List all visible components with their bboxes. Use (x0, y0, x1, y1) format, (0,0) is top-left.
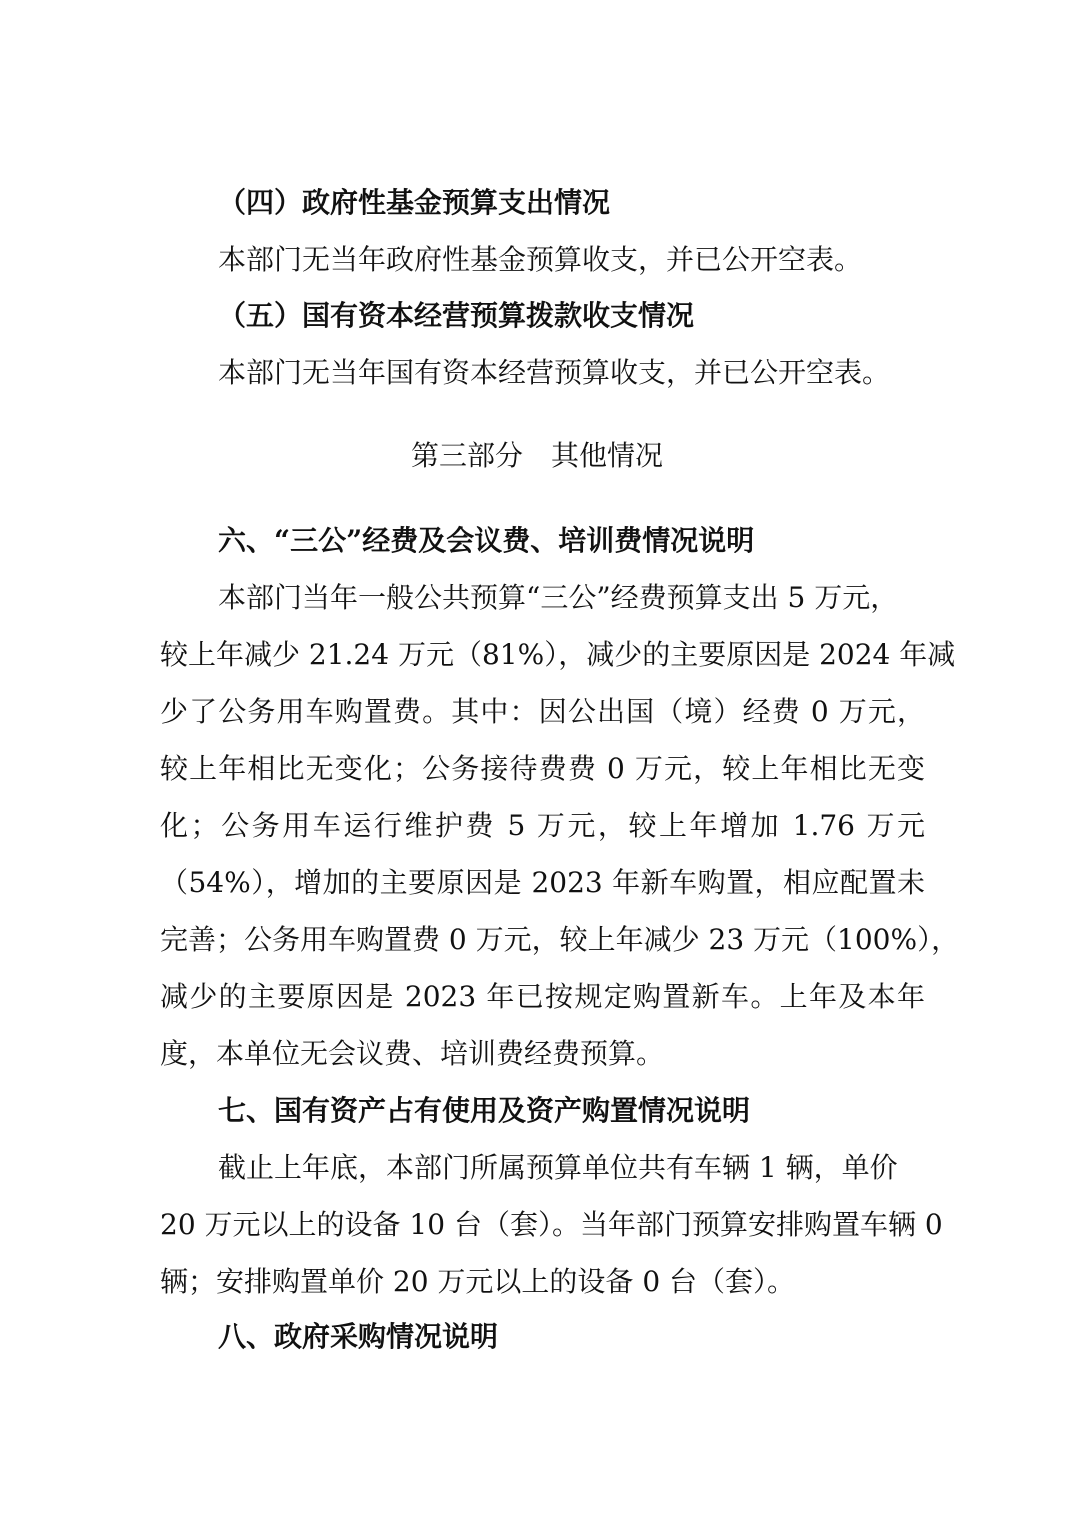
part-title: 第三部分 其他情况 (410, 439, 663, 472)
paragraph-line: 本部门当年一般公共预算“三公”经费预算支出 5 万元， (218, 581, 899, 614)
paragraph-line: 较上年相比无变化；公务接待费费 0 万元，较上年相比无变 (160, 752, 925, 785)
paragraph-line: 减少的主要原因是 2023 年已按规定购置新车。上年及本年 (160, 980, 925, 1013)
paragraph-line: （54%），增加的主要原因是 2023 年新车购置，相应配置未 (160, 866, 925, 899)
paragraph-line: 截止上年底，本部门所属预算单位共有车辆 1 辆，单价 (218, 1151, 898, 1184)
section-body-state-capital: 本部门无当年国有资本经营预算收支，并已公开空表。 (218, 356, 891, 389)
paragraph-line: 少了公务用车购置费。其中：因公出国（境）经费 0 万元， (160, 695, 925, 728)
section-heading-procurement: 八、政府采购情况说明 (218, 1320, 499, 1353)
section-heading-state-assets: 七、国有资产占有使用及资产购置情况说明 (218, 1094, 751, 1127)
section-body-government-fund: 本部门无当年政府性基金预算收支，并已公开空表。 (218, 243, 863, 276)
paragraph-line: 完善；公务用车购置费 0 万元，较上年减少 23 万元（100%）， (160, 923, 960, 956)
paragraph-line: 化；公务用车运行维护费 5 万元，较上年增加 1.76 万元 (160, 809, 925, 842)
paragraph-line: 度，本单位无会议费、培训费经费预算。 (160, 1037, 665, 1070)
section-heading-state-capital: （五）国有资本经营预算拨款收支情况 (218, 299, 695, 332)
section-heading-government-fund: （四）政府性基金预算支出情况 (218, 186, 611, 219)
paragraph-line: 较上年减少 21.24 万元（81%），减少的主要原因是 2024 年减 (160, 638, 956, 671)
paragraph-line: 20 万元以上的设备 10 台（套）。当年部门预算安排购置车辆 0 (160, 1208, 943, 1241)
section-heading-three-public: 六、“三公”经费及会议费、培训费情况说明 (218, 524, 755, 557)
paragraph-line: 辆；安排购置单价 20 万元以上的设备 0 台（套）。 (160, 1265, 796, 1298)
